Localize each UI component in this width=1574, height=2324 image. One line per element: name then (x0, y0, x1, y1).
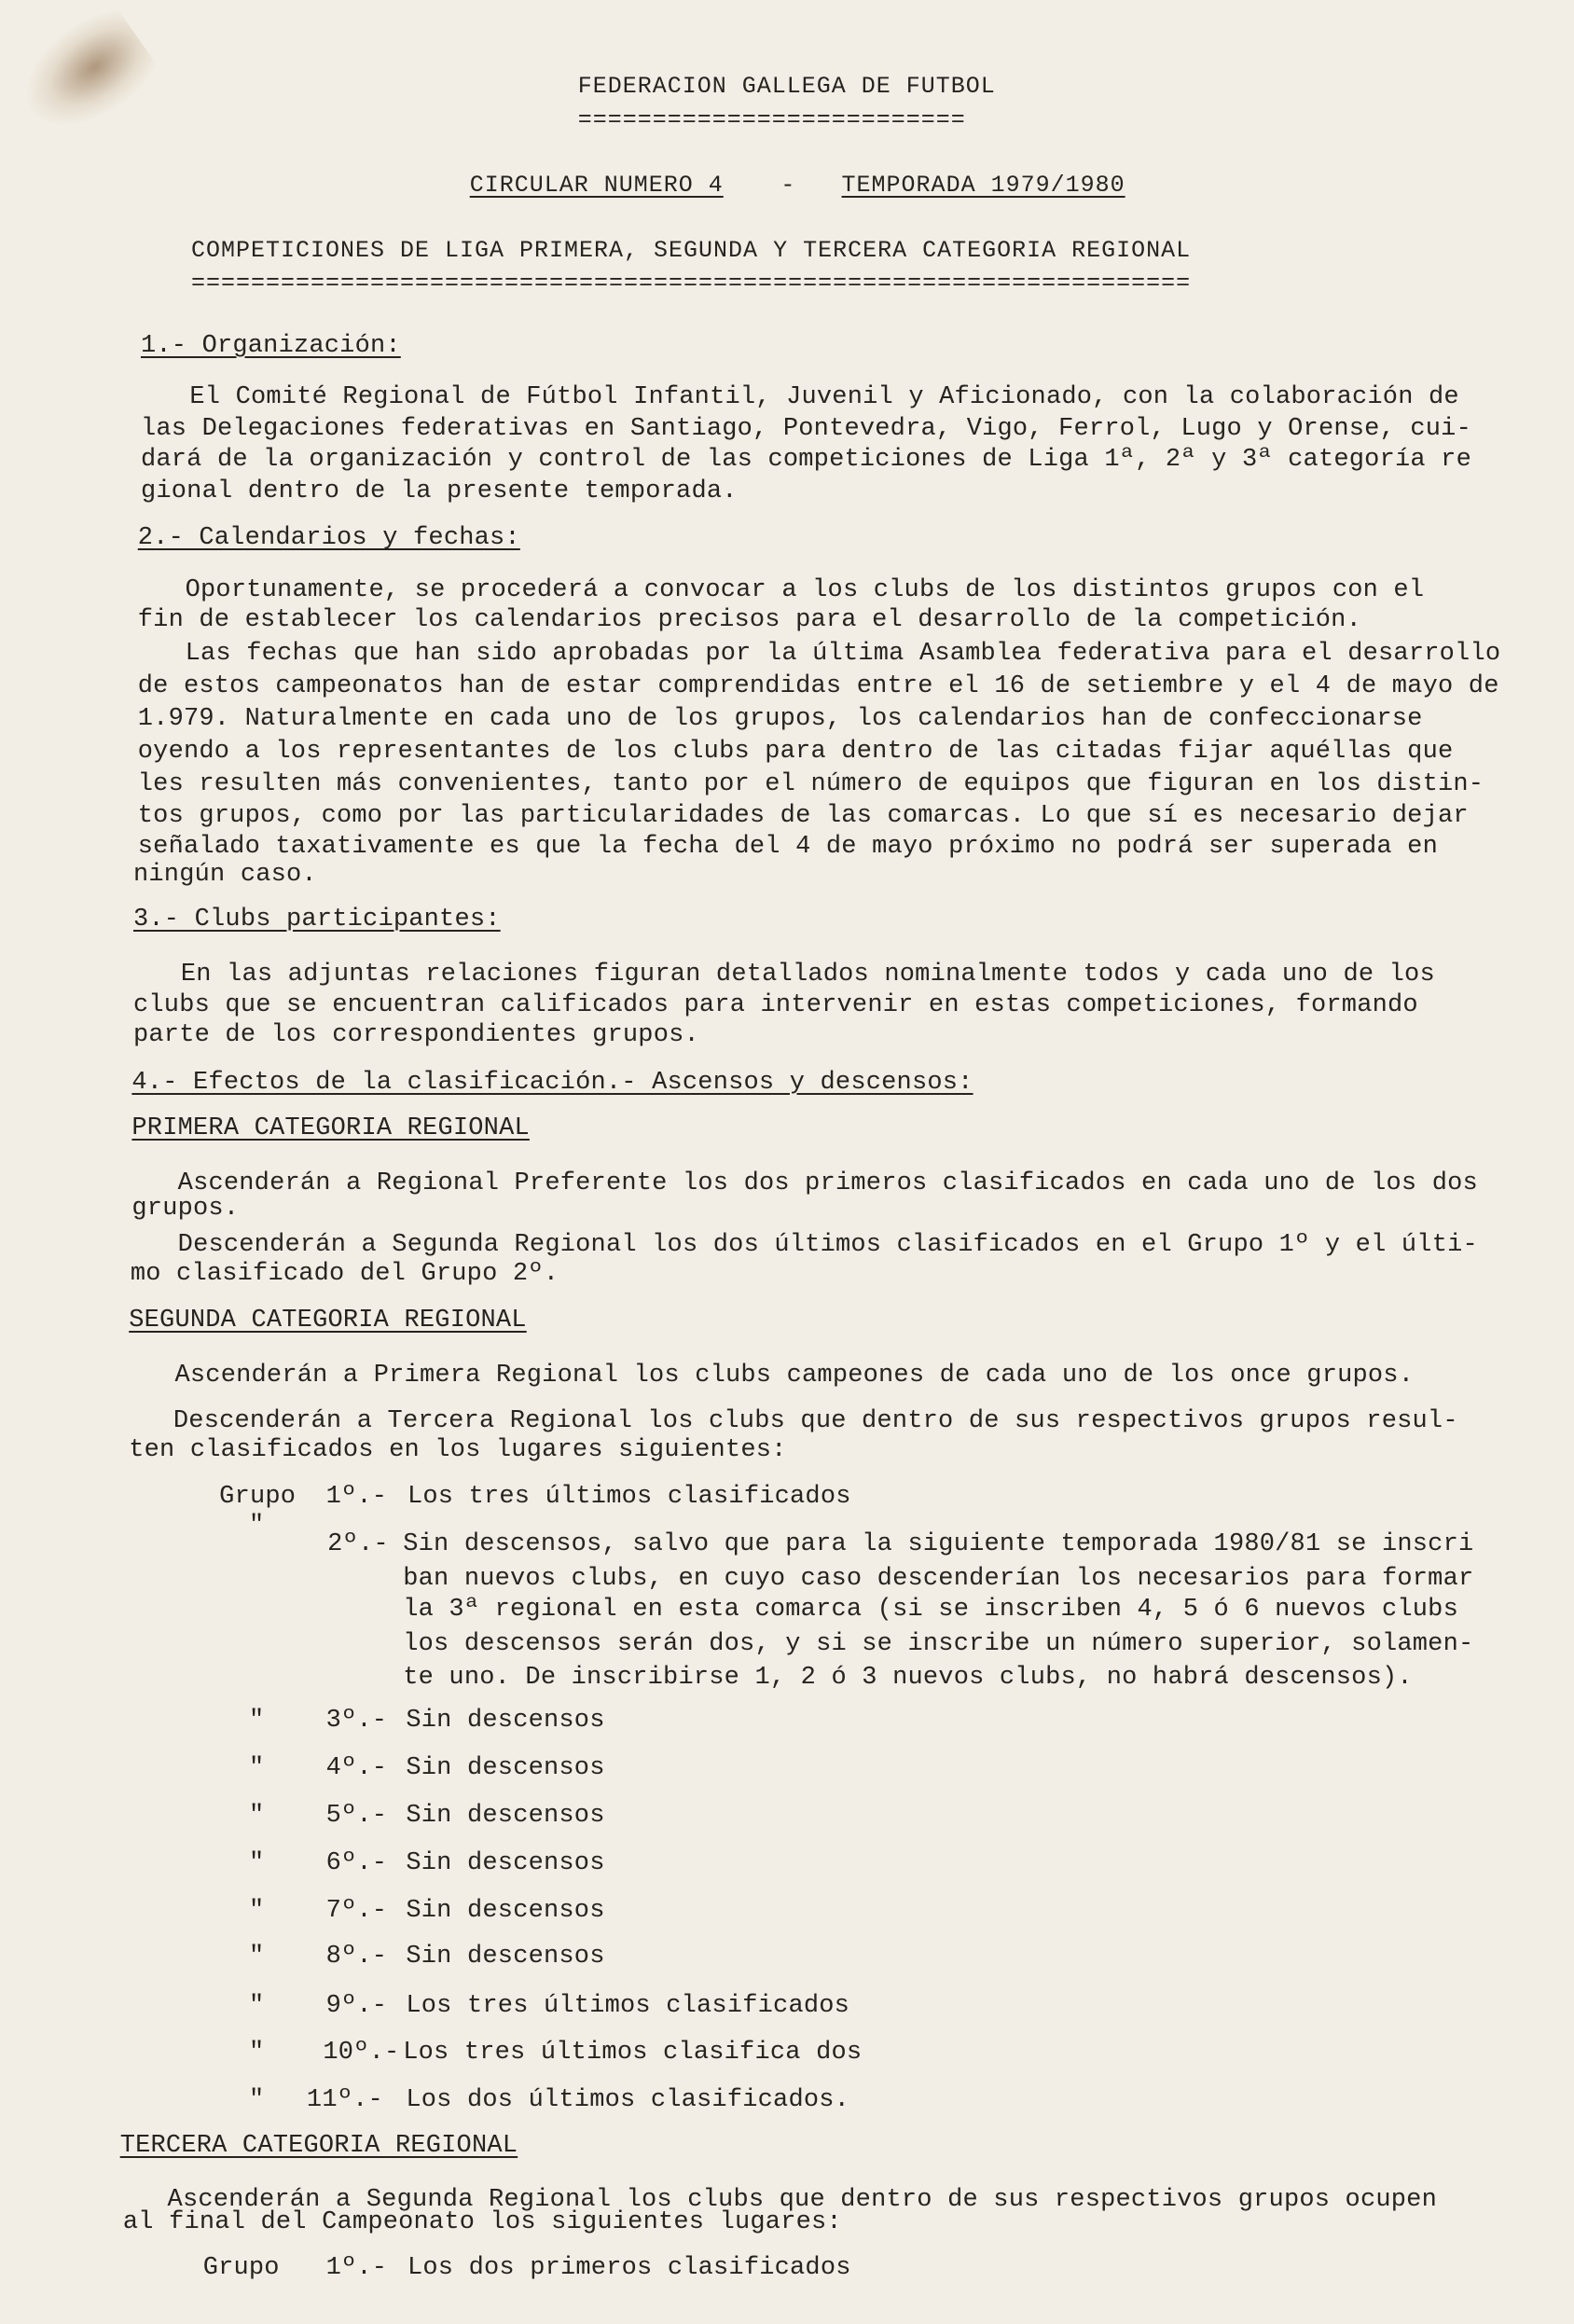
paragraph-line: grupos. (131, 1194, 240, 1223)
ditto-mark: " (248, 1511, 265, 1540)
paragraph-line: oyendo a los representantes de los clubs para dentro de las citadas fijar aquéllas que (137, 738, 1454, 767)
ditto-mark: " (248, 1848, 265, 1877)
paragraph-line: fin de establecer los calendarios precisos para el desarrollo de la competición. (137, 605, 1361, 634)
paragraph-line: Ascenderán a Primera Regional los clubs campeones de cada uno de los once grupos. (174, 1362, 1415, 1390)
season: TEMPORADA 1979/1980 (841, 172, 1125, 200)
group-rule: Sin descensos (406, 1943, 605, 1971)
group-rule: Los tres últimos clasifica dos (403, 2039, 863, 2068)
group-rule: la 3ª regional en esta comarca (si se inscriben 4, 5 ó 6 nuevos clubs (403, 1596, 1458, 1625)
group-number: 8º.- (325, 1943, 388, 1971)
group-rule: Los dos últimos clasificados. (406, 2086, 850, 2115)
paragraph-line: El Comité Regional de Fútbol Infantil, Juvenil y Aficionado, con la colaboración de (189, 383, 1459, 412)
group-rule: Sin descensos (406, 1896, 605, 1925)
paragraph-line: 1.979. Naturalmente en cada uno de los grupos, los calendarios han de confeccionarse (137, 705, 1423, 734)
ditto-mark: " (248, 1802, 265, 1831)
group-rule: Sin descensos (406, 1707, 605, 1736)
paper-stain (4, 0, 164, 150)
subject-rule: =================================================================== (190, 270, 1192, 297)
group-rule: ban nuevos clubs, en cuyo caso descenderían los necesarios para formar (403, 1564, 1474, 1593)
ditto-mark: " (248, 1754, 265, 1783)
paragraph-line: parte de los correspondientes grupos. (133, 1020, 699, 1049)
section-heading: 4.- Efectos de la clasificación.- Ascensos y descensos: (131, 1068, 973, 1097)
group-rule: Sin descensos, salvo que para la siguiente temporada 1980/81 se inscri (403, 1530, 1474, 1559)
paragraph-line: ten clasificados en los lugares siguientes: (129, 1435, 787, 1464)
organization-title: FEDERACION GALLEGA DE FUTBOL (577, 72, 996, 100)
paragraph-line: Descenderán a Segunda Regional los dos últimos clasificados en el Grupo 1º y el últi- (177, 1231, 1478, 1260)
paragraph-line: Ascenderán a Regional Preferente los dos primeros clasificados en cada uno de los dos (177, 1169, 1478, 1197)
paragraph-line: de estos campeonatos han de estar comprendidas entre el 16 de setiembre y el 4 de mayo de (137, 672, 1499, 701)
section-heading: 3.- Clubs participantes: (133, 905, 501, 934)
paragraph-line: gional dentro de la presente temporada. (140, 477, 738, 505)
group-label: Grupo (219, 1483, 297, 1512)
group-number: 5º.- (325, 1802, 388, 1831)
group-rule: Los tres últimos clasificados (407, 1483, 851, 1512)
ditto-mark: " (248, 2086, 265, 2115)
group-number: 3º.- (325, 1707, 388, 1736)
group-number: 4º.- (325, 1754, 388, 1783)
paragraph-line: En las adjuntas relaciones figuran detallados nominalmente todos y cada uno de los (180, 960, 1435, 989)
group-number: 7º.- (325, 1896, 388, 1925)
subject-title: COMPETICIONES DE LIGA PRIMERA, SEGUNDA Y TERCERA CATEGORIA REGIONAL (190, 237, 1192, 265)
group-number: 9º.- (325, 1991, 388, 2020)
paragraph-line: las Delegaciones federativas en Santiago, Pontevedra, Vigo, Ferrol, Lugo y Orense, cui- (140, 414, 1471, 443)
ditto-mark: " (248, 1896, 265, 1925)
subsection-heading: SEGUNDA CATEGORIA REGIONAL (129, 1307, 527, 1335)
section-heading: 1.- Organización: (140, 331, 401, 360)
group-rule: Sin descensos (406, 1802, 605, 1831)
paragraph-line: les resulten más convenientes, tanto por el número de equipos que figuran en los distin- (137, 770, 1484, 799)
section-heading: 2.- Calendarios y fechas: (137, 524, 520, 553)
group-number: 10º.- (323, 2039, 400, 2068)
group-rule: te uno. De inscribirse 1, 2 ó 3 nuevos clubs, no habrá descensos). (403, 1664, 1413, 1693)
group-number: 1º.- (325, 1483, 388, 1512)
group-label: Grupo (202, 2253, 280, 2282)
paragraph-line: tos grupos, como por las particularidades de las comarcas. Lo que sí es necesario dejar (137, 801, 1469, 830)
group-rule: los descensos serán dos, y si se inscribe un número superior, solamen- (403, 1629, 1474, 1658)
paragraph-line: señalado taxativamente es que la fecha del 4 de mayo próximo no podrá ser superada en (137, 832, 1438, 861)
paragraph-line: al final del Campeonato los siguientes lugares: (122, 2207, 842, 2236)
title-rule: ========================== (577, 106, 966, 134)
subsection-heading: PRIMERA CATEGORIA REGIONAL (131, 1114, 530, 1142)
paragraph-line: clubs que se encuentran calificados para intervenir en estas competiciones, formando (133, 990, 1418, 1019)
ditto-mark: " (248, 1943, 265, 1971)
title-dash: - (780, 172, 796, 200)
group-number: 2º.- (327, 1530, 389, 1559)
paragraph-line: Las fechas que han sido aprobadas por la última Asamblea federativa para el desarrollo (185, 640, 1501, 669)
ditto-mark: " (248, 1707, 265, 1736)
paragraph-line: mo clasificado del Grupo 2º. (130, 1259, 559, 1288)
circular-number: CIRCULAR NUMERO 4 (469, 172, 724, 200)
group-number: 1º.- (325, 2253, 388, 2282)
paragraph-line: Ascenderán a Segunda Regional los clubs que dentro de sus respectivos grupos ocupen (167, 2185, 1437, 2214)
group-rule: Sin descensos (406, 1848, 605, 1877)
group-number: 6º.- (325, 1848, 388, 1877)
ditto-mark: " (248, 2039, 265, 2068)
group-rule: Los tres últimos clasificados (406, 1991, 850, 2020)
paragraph-line: Descenderán a Tercera Regional los clubs que dentro de sus respectivos grupos resul- (173, 1407, 1458, 1436)
paragraph-line: ningún caso. (133, 861, 317, 890)
paragraph-line: dará de la organización y control de las competiciones de Liga 1ª, 2ª y 3ª categoría re (140, 446, 1471, 475)
ditto-mark: " (248, 1991, 265, 2020)
subsection-heading: TERCERA CATEGORIA REGIONAL (119, 2132, 518, 2161)
group-rule: Sin descensos (406, 1754, 605, 1783)
group-number: 11º.- (306, 2086, 383, 2115)
group-rule: Los dos primeros clasificados (407, 2253, 851, 2282)
paragraph-line: Oportunamente, se procederá a convocar a los clubs de los distintos grupos con el (185, 576, 1425, 604)
